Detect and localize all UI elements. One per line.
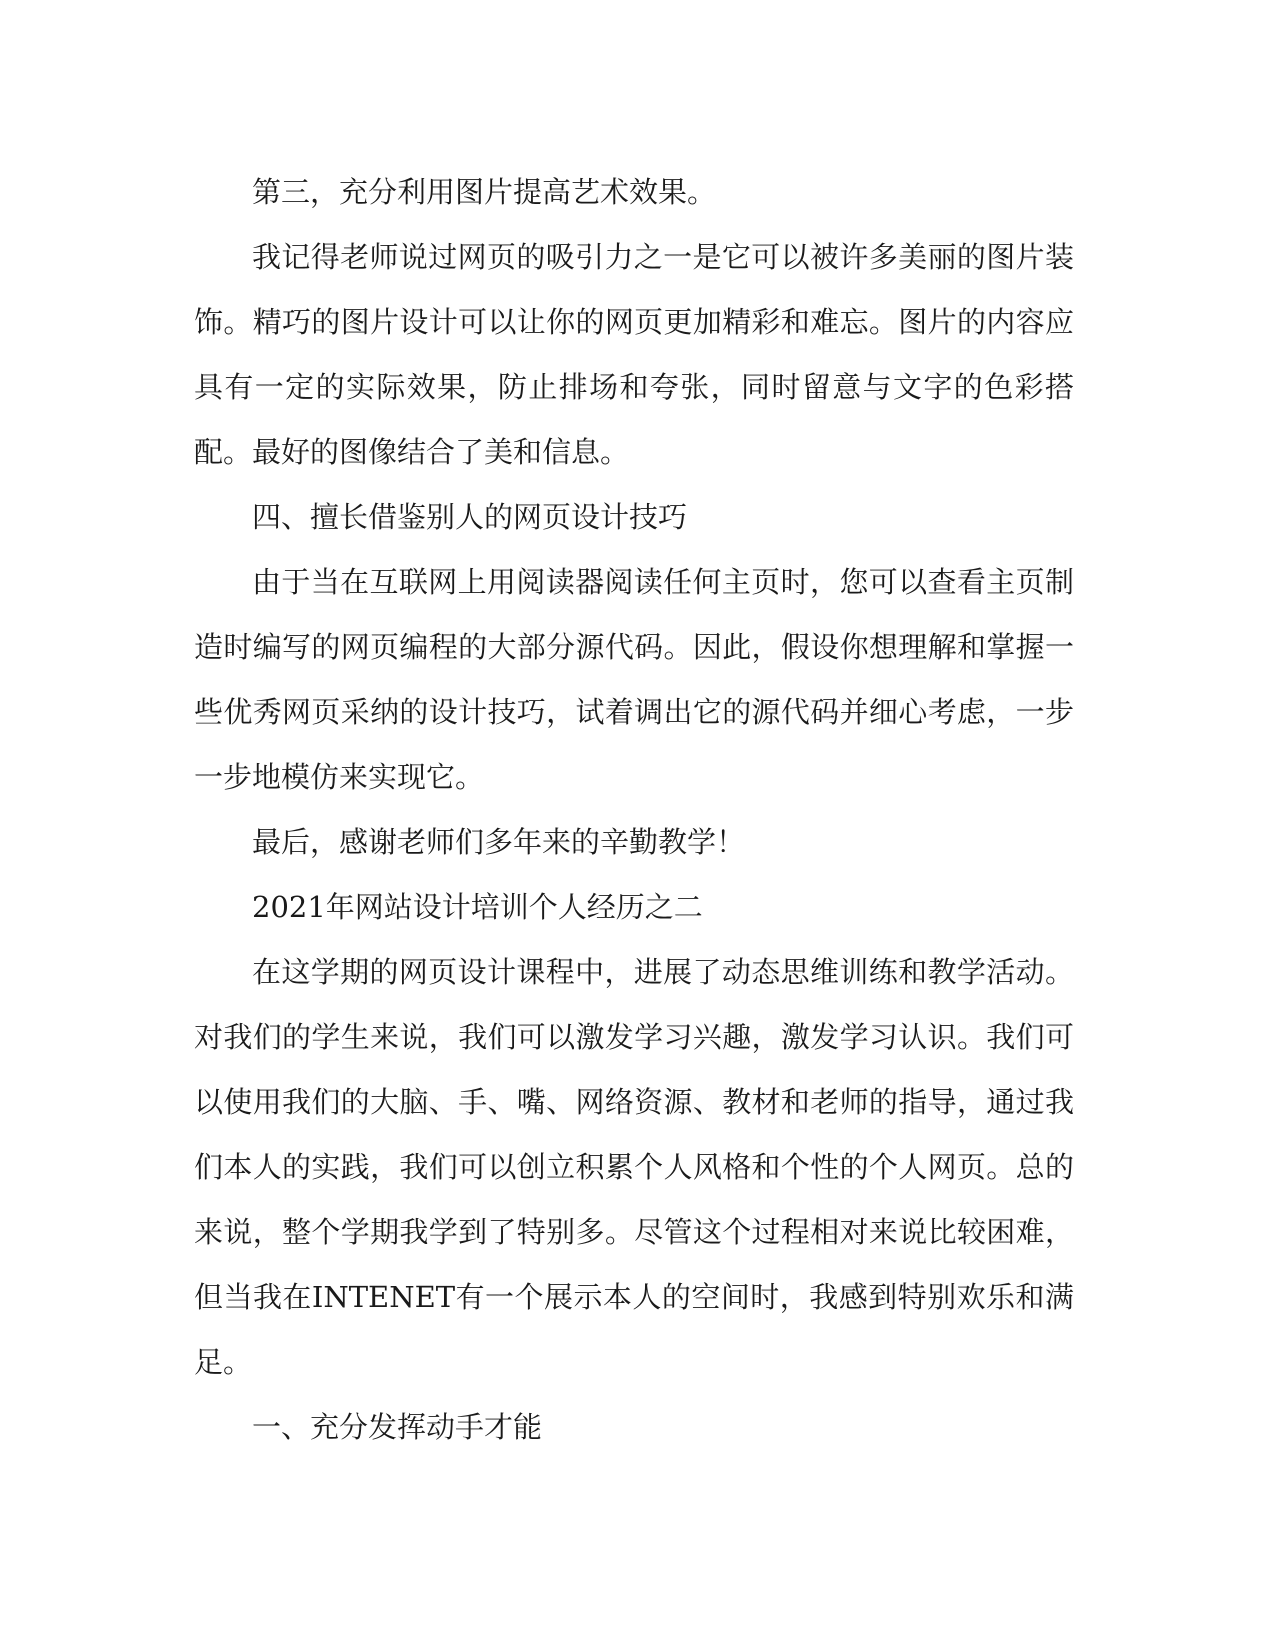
paragraph-heading-three: 第三，充分利用图片提高艺术效果。: [252, 175, 717, 209]
paragraph-images: 我记得老师说过网页的吸引力之一是它可以被许多美丽的图片装饰。精巧的图片设计可以让你的网页更加精彩和难忘。图片的内容应具有一定的实际效果，防止排场和夸张，同时留意与文字的色彩搭配。最好的图像结合了美和信息。: [194, 240, 1074, 469]
document-body: [194, 160, 1074, 1460]
paragraph-source-code: 由于当在互联网上用阅读器阅读任何主页时，您可以查看主页制造时编写的网页编程的大部分源代码。因此，假设你想理解和掌握一些优秀网页采纳的设计技巧，试着调出它的源代码并细心考虑，一步一步地模仿来实现它。: [194, 565, 1074, 794]
paragraph-thanks: 最后，感谢老师们多年来的辛勤教学！: [252, 825, 746, 859]
paragraph-heading-one: 一、充分发挥动手才能: [252, 1410, 543, 1444]
paragraph-heading-four: 四、擅长借鉴别人的网页设计技巧: [252, 500, 688, 534]
paragraph-semester-summary: 在这学期的网页设计课程中，进展了动态思维训练和教学活动。对我们的学生来说，我们可以激发学习兴趣，激发学习认识。我们可以使用我们的大脑、手、嘴、网络资源、教材和老师的指导，通过我们本人的实践，我们可以创立积累个人风格和个性的个人网页。总的来说，整个学期我学到了特别多。尽管这个过程相对来说比较困难，但当我在INTENET有一个展示本人的空间时，我感到特别欢乐和满足。: [194, 955, 1074, 1379]
paragraph-section-title: 2021年网站设计培训个人经历之二: [252, 890, 703, 924]
